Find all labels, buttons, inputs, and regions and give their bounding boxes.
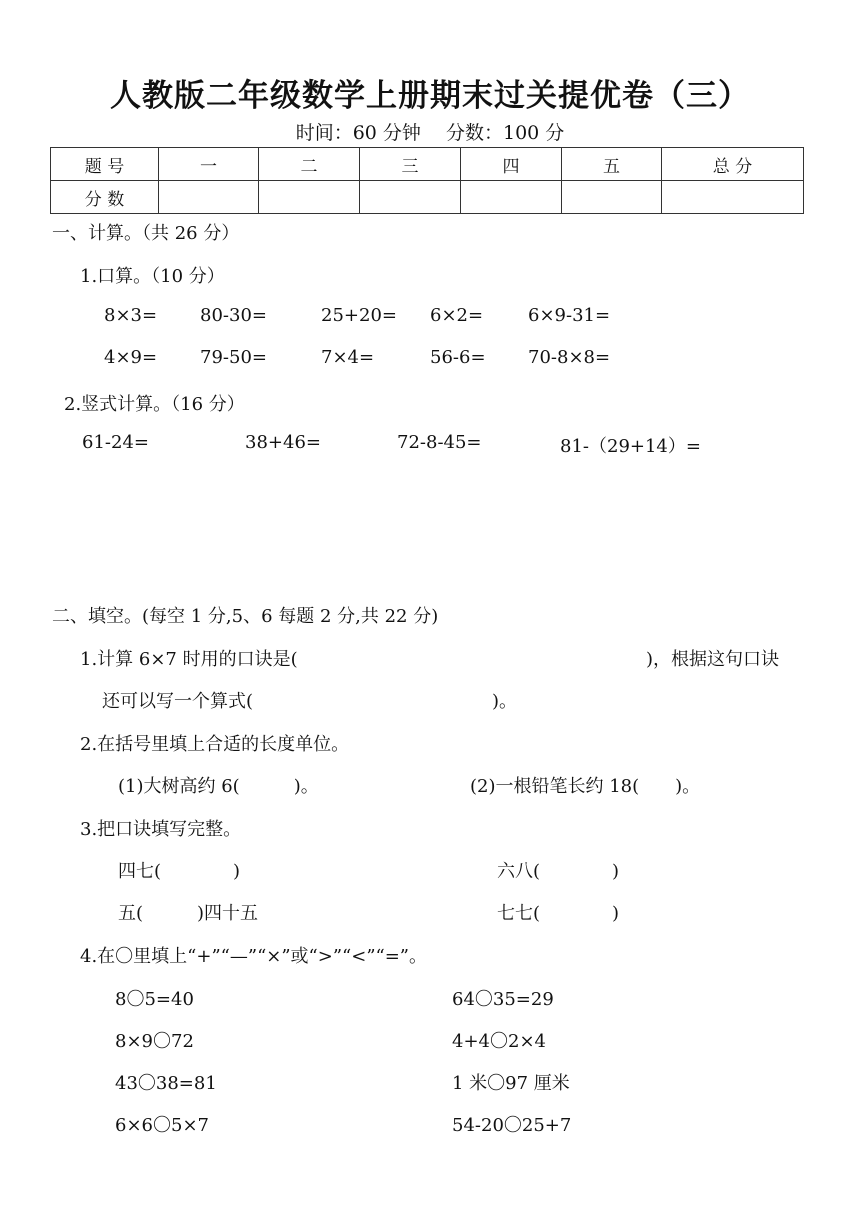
fill-blank-text: (1)大树高约 6( )。 [118,776,319,797]
oral-calc-item: 4×9= [104,347,158,368]
section-1-heading: 一、计算。（共 26 分） [52,223,240,244]
score-cell[interactable] [662,181,804,214]
score-cell[interactable] [360,181,461,214]
section-2-heading: 二、填空。(每空 1 分,5、6 每题 2 分,共 22 分) [52,606,439,627]
page-title: 人教版二年级数学上册期末过关提优卷（三） [110,78,750,114]
fill-blank-text: )。 [492,691,518,712]
oral-calc-item: 79-50= [200,347,267,368]
vertical-calc-item: 38+46= [245,432,321,453]
compare-item: 54-20〇25+7 [452,1115,572,1136]
header-cell: 总 分 [662,148,804,181]
fill-blank-text: 还可以写一个算式( [102,691,254,712]
fill-blank-text: 1.计算 6×7 时用的口诀是( [80,649,298,670]
score-cell[interactable] [562,181,662,214]
vertical-calc-item: 72-8-45= [397,432,482,453]
exam-info: 时间：60 分钟 分数：100 分 [295,122,565,144]
compare-item: 4+4〇2×4 [452,1031,546,1052]
compare-item: 8〇5=40 [115,989,194,1010]
oral-calc-item: 7×4= [321,347,375,368]
question-label: 3.把口诀填写完整。 [80,819,242,840]
vertical-calc-item: 61-24= [82,432,149,453]
header-cell: 五 [562,148,662,181]
compare-item: 6×6〇5×7 [115,1115,209,1136]
header-cell: 二 [259,148,360,181]
oral-calc-item: 6×9-31= [528,305,611,326]
question-label: 2.竖式计算。（16 分） [64,394,245,415]
compare-item: 1 米〇97 厘米 [452,1073,570,1094]
fill-blank-text: 六八( ) [497,861,620,882]
question-label: 2.在括号里填上合适的长度单位。 [80,734,350,755]
oral-calc-item: 8×3= [104,305,158,326]
fill-blank-text: )，根据这句口诀 [646,649,780,670]
oral-calc-item: 56-6= [430,347,486,368]
fill-blank-text: 四七( ) [118,861,241,882]
header-cell: 三 [360,148,461,181]
score-cell[interactable] [461,181,562,214]
score-cell[interactable] [259,181,360,214]
question-label: 1.口算。（10 分） [80,266,225,287]
oral-calc-item: 6×2= [430,305,484,326]
fill-blank-text: (2)一根铅笔长约 18( )。 [470,776,701,797]
compare-item: 43〇38=81 [115,1073,217,1094]
question-label: 4.在〇里填上“+”“—”“×”或“>”“<”“=”。 [80,946,428,967]
oral-calc-item: 80-30= [200,305,267,326]
compare-item: 8×9〇72 [115,1031,194,1052]
header-cell: 四 [461,148,562,181]
oral-calc-item: 70-8×8= [528,347,611,368]
header-cell: 题 号 [51,148,159,181]
score-table-header-row [51,148,804,181]
score-table [50,147,804,214]
header-cell: 一 [159,148,259,181]
score-table-score-row [51,181,804,214]
oral-calc-item: 25+20= [321,305,397,326]
row-label-cell: 分 数 [51,181,159,214]
compare-item: 64〇35=29 [452,989,554,1010]
fill-blank-text: 七七( ) [497,903,620,924]
score-cell[interactable] [159,181,259,214]
fill-blank-text: 五( )四十五 [118,903,259,924]
vertical-calc-item: 81-（29+14）= [560,436,701,457]
